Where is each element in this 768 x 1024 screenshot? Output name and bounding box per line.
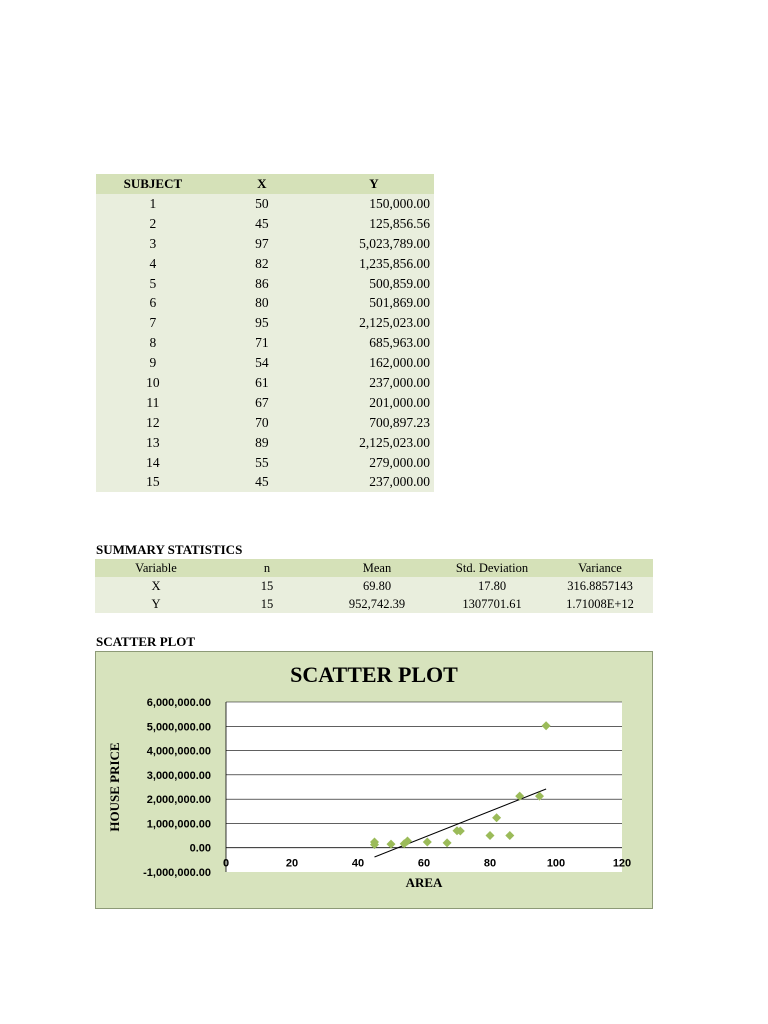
cell-subject: 12 [146,414,160,430]
cell-subject: 6 [149,295,157,311]
cell-subject: 5 [149,275,157,291]
cell-subject: 2 [149,215,157,231]
header-subject: SUBJECT [96,174,210,194]
cell-subject: 7 [149,315,157,331]
cell-x: 67 [255,394,269,410]
cell-subject: 4 [149,255,157,271]
x-tick-label: 80 [483,857,497,870]
x-tick-label: 20 [285,857,299,870]
cell-x: 82 [255,255,269,271]
cell-y: 685,963.00 [369,335,430,351]
cell-y: 150,000.00 [369,195,430,211]
table-row [96,214,434,234]
header-y: Y [314,174,434,194]
cell-x: 55 [255,454,269,470]
table-row [96,313,434,333]
summary-table [95,559,653,613]
table-row [96,433,434,453]
cell-subject: 11 [146,394,160,410]
cell-y: 700,897.23 [369,414,430,430]
summary-variable: Y [151,596,161,611]
y-tick-label: 5,000,000.00 [146,721,211,734]
y-tick-label: 1,000,000.00 [146,818,211,831]
cell-y: 2,125,023.00 [359,315,430,331]
data-table-body [96,194,434,492]
data-table [96,174,434,492]
scatter-chart [95,651,653,909]
y-tick-label: 0.00 [189,842,211,855]
x-axis-label: AREA [405,875,443,890]
cell-y: 201,000.00 [369,394,430,410]
table-row [96,472,434,492]
summary-row [95,595,653,613]
summary-mean: 69.80 [362,578,392,593]
header-x: X [210,174,314,194]
scatter-chart-svg [96,652,652,908]
summary-header-variable: Variable [95,559,217,577]
cell-subject: 13 [146,434,160,450]
summary-header-std: Std. Deviation [437,559,547,577]
cell-subject: 3 [149,235,157,251]
scatter-section-title: SCATTER PLOT [96,634,196,649]
cell-x: 71 [255,335,269,351]
cell-y: 2,125,023.00 [359,434,430,450]
cell-x: 45 [255,215,269,231]
table-row [96,453,434,473]
summary-header-mean: Mean [317,559,437,577]
cell-y: 5,023,789.00 [359,235,430,251]
table-row [96,234,434,254]
y-tick-label: 6,000,000.00 [146,697,211,709]
cell-y: 125,856.56 [369,215,430,231]
cell-subject: 9 [149,355,157,371]
data-table-header [96,174,434,194]
summary-header-n: n [217,559,317,577]
summary-body [95,577,653,613]
summary-n: 15 [260,578,274,593]
table-row [96,293,434,313]
y-axis-label: HOUSE PRICE [107,742,122,832]
summary-row [95,577,653,595]
y-tick-label: 3,000,000.00 [146,769,211,782]
chart-title: SCATTER PLOT [290,662,458,687]
table-row [96,254,434,274]
cell-subject: 14 [146,454,160,470]
cell-y: 237,000.00 [369,474,430,490]
table-row [96,373,434,393]
table-row [96,413,434,433]
summary-variance: 1.71008E+12 [566,596,634,611]
table-row [96,194,434,214]
table-row [96,274,434,294]
summary-title: SUMMARY STATISTICS [96,542,243,557]
x-tick-label: 100 [546,857,566,870]
cell-x: 61 [255,374,269,390]
x-tick-label: 120 [612,857,632,870]
summary-variance: 316.8857143 [567,578,633,593]
cell-x: 97 [255,235,269,251]
cell-y: 237,000.00 [369,374,430,390]
cell-subject: 1 [149,195,157,211]
plot-area [226,702,622,872]
cell-x: 95 [255,315,269,331]
summary-n: 15 [260,596,274,611]
cell-y: 279,000.00 [369,454,430,470]
cell-y: 1,235,856.00 [359,255,430,271]
summary-header-variance: Variance [547,559,653,577]
cell-x: 54 [255,355,269,371]
table-row [96,393,434,413]
cell-x: 50 [255,195,269,211]
summary-std: 1307701.61 [462,596,522,611]
y-tick-label: -1,000,000.00 [143,867,211,879]
cell-subject: 15 [146,474,160,490]
x-tick-label: 0 [222,857,230,870]
table-row [96,333,434,353]
cell-y: 501,869.00 [369,295,430,311]
x-tick-label: 60 [417,857,431,870]
cell-x: 89 [255,434,269,450]
cell-subject: 8 [149,335,157,351]
table-row [96,353,434,373]
summary-variable: X [151,578,161,593]
x-tick-label: 40 [351,857,365,870]
cell-y: 500,859.00 [369,275,430,291]
cell-y: 162,000.00 [369,355,430,371]
y-tick-label: 4,000,000.00 [146,745,211,758]
cell-subject: 10 [146,374,160,390]
summary-header [95,559,653,577]
y-tick-label: 2,000,000.00 [146,794,211,807]
cell-x: 70 [255,414,269,430]
cell-x: 45 [255,474,269,490]
summary-mean: 952,742.39 [348,596,406,611]
summary-std: 17.80 [477,578,507,593]
cell-x: 80 [255,295,269,311]
cell-x: 86 [255,275,269,291]
